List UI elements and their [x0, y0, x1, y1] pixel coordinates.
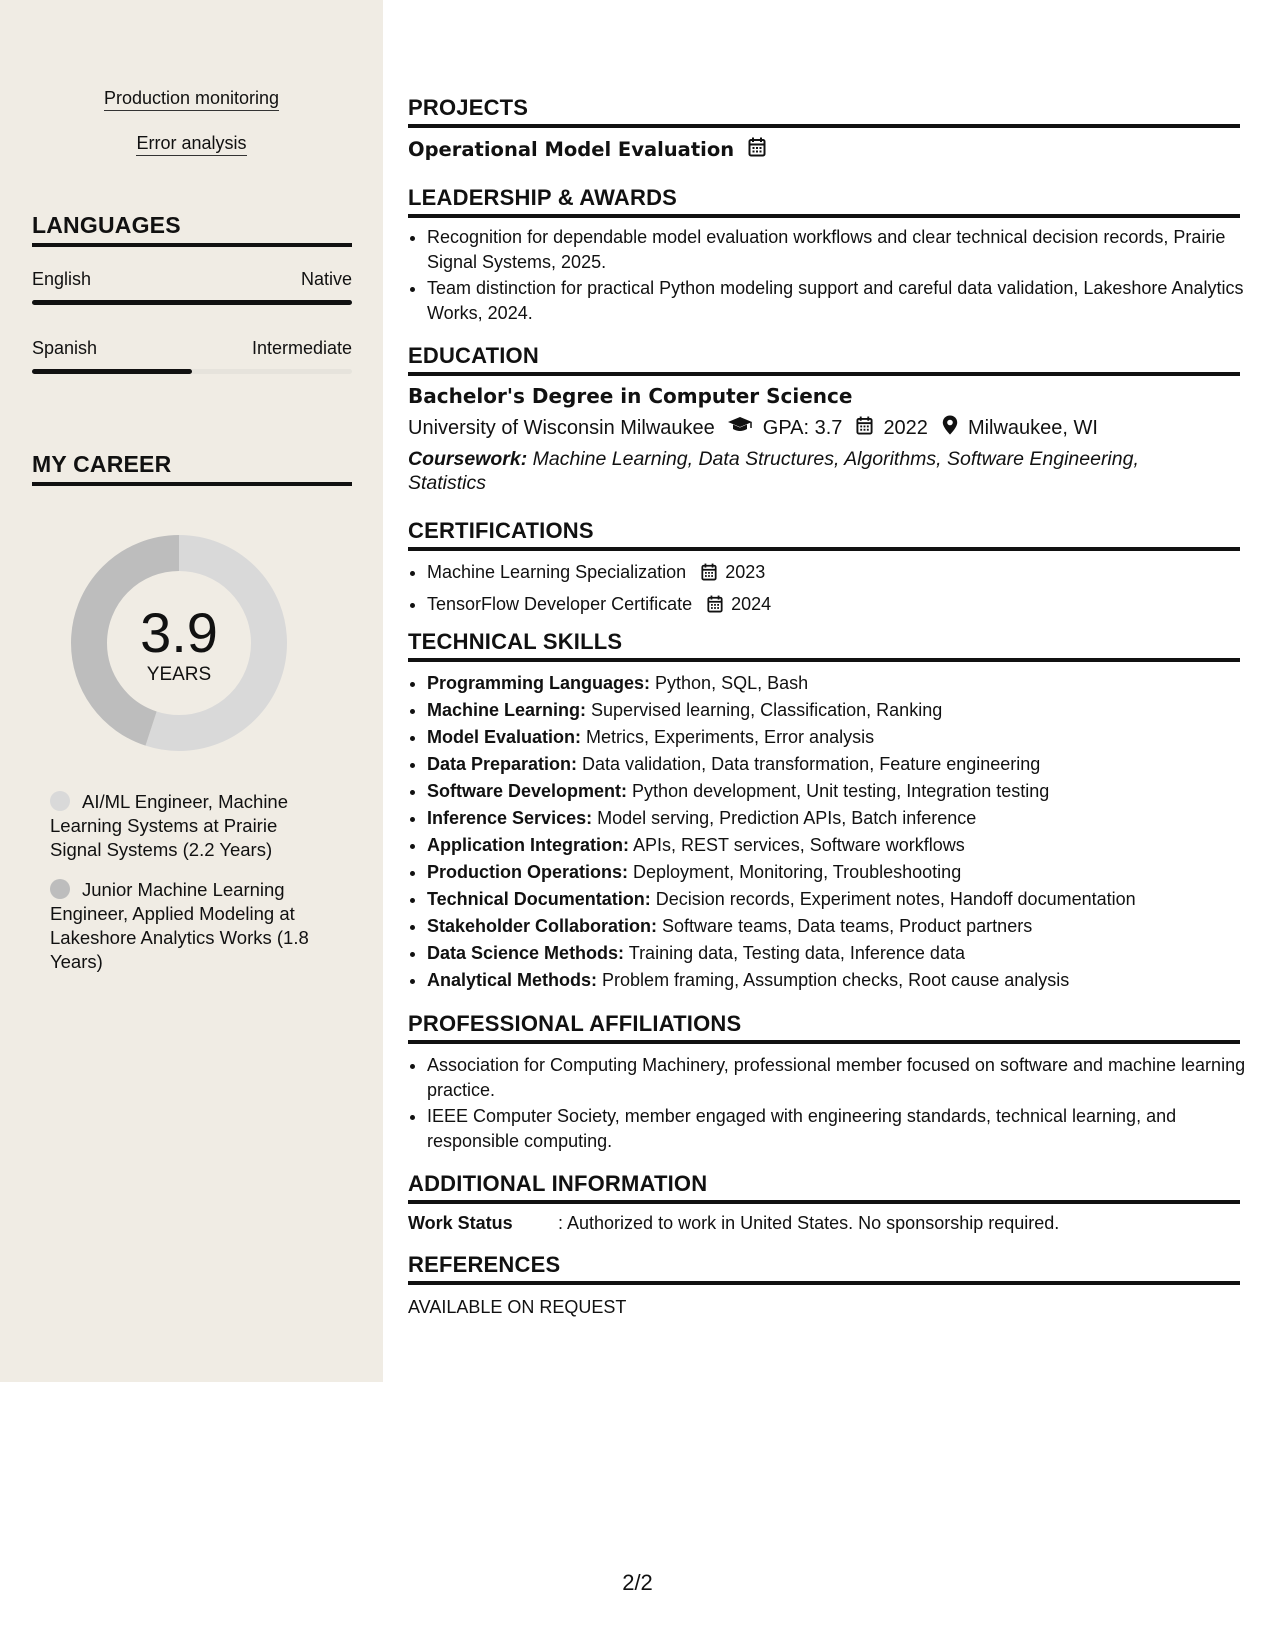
- affiliations-heading: PROFESSIONAL AFFILIATIONS: [408, 1011, 1240, 1044]
- project-title: Operational Model Evaluation: [408, 138, 735, 161]
- skill-category: Data Science Methods:: [427, 943, 625, 963]
- skill-category: Analytical Methods:: [427, 970, 598, 990]
- technical-skills-list: [408, 670, 1259, 994]
- school-name: University of Wisconsin Milwaukee: [408, 416, 715, 439]
- certifications-list: [408, 559, 1259, 623]
- skill-list-item: [427, 832, 1259, 859]
- skill-list-item: [427, 724, 1259, 751]
- skill-values: Decision records, Experiment notes, Handoff documentation: [650, 889, 1136, 909]
- career-item: [50, 790, 320, 862]
- education-heading: EDUCATION: [408, 343, 1240, 376]
- leadership-list: [408, 225, 1259, 327]
- gpa-value: GPA: 3.7: [762, 416, 843, 439]
- work-status-value: : Authorized to work in United States. No sponsorship required.: [558, 1213, 1060, 1233]
- skill-values: Deployment, Monitoring, Troubleshooting: [628, 862, 962, 882]
- skill-tag: [0, 133, 383, 154]
- skill-list-item: [427, 859, 1259, 886]
- skill-category: Model Evaluation:: [427, 727, 582, 747]
- certification-year: 2024: [731, 594, 772, 614]
- references-heading: REFERENCES: [408, 1252, 1240, 1285]
- project-item: [408, 137, 776, 162]
- education-location: Milwaukee, WI: [967, 416, 1098, 439]
- career-heading: MY CAREER: [32, 451, 352, 486]
- skill-values: Model serving, Prediction APIs, Batch inference: [592, 808, 977, 828]
- list-item: • Association for Computing Machinery, professional member focused on software and machine learning practice.: [427, 1053, 1259, 1102]
- certification-year: 2023: [725, 562, 766, 582]
- skill-list-item: [427, 751, 1259, 778]
- graduation-year: 2022: [883, 416, 928, 439]
- career-total-unit: YEARS: [146, 664, 212, 685]
- skill-list-item: [427, 778, 1259, 805]
- skill-values: Data validation, Data transformation, Feature engineering: [577, 754, 1041, 774]
- certifications-heading: CERTIFICATIONS: [408, 518, 1240, 551]
- list-item: [427, 559, 1259, 589]
- calendar-icon: [856, 416, 873, 441]
- skill-list-item: [427, 805, 1259, 832]
- skill-values: Python, SQL, Bash: [650, 673, 809, 693]
- calendar-icon: [707, 594, 723, 621]
- language-row: [32, 338, 352, 359]
- location-pin-icon: [942, 415, 958, 441]
- certification-name: TensorFlow Developer Certificate: [427, 594, 693, 614]
- skill-values: Python development, Unit testing, Integration testing: [627, 781, 1050, 801]
- skill-category: Software Development:: [427, 781, 628, 801]
- work-status-label: Work Status: [408, 1213, 513, 1233]
- calendar-icon: [748, 137, 766, 162]
- education-details: [408, 415, 1098, 441]
- skill-tag-label: Error analysis: [136, 133, 246, 156]
- skill-tag-label: Production monitoring: [104, 88, 279, 111]
- language-level: Intermediate: [251, 338, 352, 358]
- skill-values: Software teams, Data teams, Product partners: [657, 916, 1033, 936]
- skill-category: Machine Learning:: [427, 700, 587, 720]
- language-row: [32, 269, 352, 290]
- skill-values: Problem framing, Assumption checks, Root cause analysis: [597, 970, 1070, 990]
- skill-category: Inference Services:: [427, 808, 593, 828]
- skill-values: Supervised learning, Classification, Ranking: [586, 700, 943, 720]
- language-bar: [32, 369, 352, 374]
- calendar-icon: [701, 562, 717, 589]
- technical-skills-heading: TECHNICAL SKILLS: [408, 629, 1240, 662]
- language-bar-fill: [32, 300, 352, 305]
- list-item: [427, 591, 1259, 621]
- skill-category: Production Operations:: [427, 862, 629, 882]
- skill-category: Technical Documentation:: [427, 889, 651, 909]
- skill-category: Application Integration:: [427, 835, 629, 855]
- work-status-row: [408, 1213, 1059, 1234]
- career-total-value: 3.9: [140, 601, 218, 664]
- graduation-cap-icon: [727, 416, 753, 440]
- career-item-text: Junior Machine Learning Engineer, Applied Modeling at Lakeshore Analytics Works (1.8 Years): [50, 879, 309, 972]
- skill-values: Training data, Testing data, Inference data: [624, 943, 965, 963]
- list-item: • IEEE Computer Society, member engaged with engineering standards, technical learning, and responsible computing.: [427, 1104, 1259, 1153]
- leadership-heading: LEADERSHIP & AWARDS: [408, 185, 1240, 218]
- affiliations-list: [408, 1053, 1259, 1155]
- page-number: 2/2: [622, 1570, 653, 1595]
- certification-name: Machine Learning Specialization: [427, 562, 687, 582]
- list-item: • Recognition for dependable model evaluation workflows and clear technical decision records, Prairie Signal Systems, 2025.: [427, 225, 1259, 274]
- skill-list-item: [427, 697, 1259, 724]
- coursework-label: Coursework:: [408, 448, 528, 470]
- language-name: Spanish: [32, 338, 98, 358]
- coursework-list: Machine Learning, Data Structures, Algorithms, Software Engineering, Statistics: [408, 448, 1139, 494]
- degree-title: Bachelor's Degree in Computer Science: [408, 384, 853, 408]
- coursework: [408, 447, 1208, 495]
- skill-values: APIs, REST services, Software workflows: [629, 835, 965, 855]
- list-item: • Team distinction for practical Python modeling support and careful data validation, Lakeshore Analytics Works, 2024.: [427, 276, 1259, 325]
- career-item-text: AI/ML Engineer, Machine Learning Systems at Prairie Signal Systems (2.2 Years): [50, 791, 289, 860]
- skill-category: Programming Languages:: [427, 673, 651, 693]
- projects-heading: PROJECTS: [408, 95, 1240, 128]
- references-text: AVAILABLE ON REQUEST: [408, 1297, 627, 1317]
- sidebar: [0, 0, 383, 1382]
- skill-list-item: [427, 886, 1259, 913]
- skill-list-item: [427, 913, 1259, 940]
- skill-category: Data Preparation:: [427, 754, 578, 774]
- language-bar-fill: [32, 369, 192, 374]
- skill-list-item: [427, 940, 1259, 967]
- skill-tag: [0, 88, 383, 109]
- language-level: Native: [300, 269, 352, 289]
- language-bar: [32, 300, 352, 305]
- skill-category: Stakeholder Collaboration:: [427, 916, 658, 936]
- career-dot-icon: [50, 879, 70, 899]
- skill-values: Metrics, Experiments, Error analysis: [581, 727, 875, 747]
- career-item: [50, 878, 320, 974]
- additional-info-heading: ADDITIONAL INFORMATION: [408, 1171, 1240, 1204]
- skill-list-item: [427, 967, 1259, 994]
- languages-heading: LANGUAGES: [32, 212, 352, 247]
- career-dot-icon: [50, 791, 70, 811]
- skill-list-item: [427, 670, 1259, 697]
- language-name: English: [32, 269, 92, 289]
